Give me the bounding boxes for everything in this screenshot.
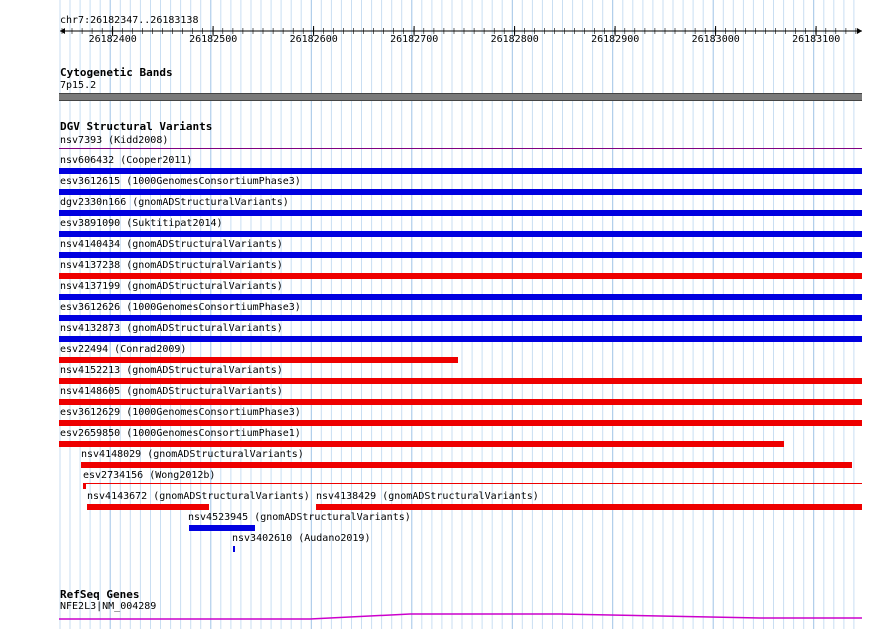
variant-extent-line [83, 483, 862, 484]
variant-label[interactable]: nsv4148029 (gnomADStructuralVariants) [81, 449, 304, 460]
variant-label[interactable]: esv2659850 (1000GenomesConsortiumPhase1) [60, 428, 301, 439]
variant-bar[interactable] [59, 148, 862, 149]
variant-label[interactable]: nsv4523945 (gnomADStructuralVariants) [188, 512, 411, 523]
dgv-track-title: DGV Structural Variants [60, 120, 213, 133]
variant-bar[interactable] [59, 441, 784, 447]
ruler-arrow [60, 28, 65, 34]
variant-bar[interactable] [59, 189, 862, 195]
ruler-tick-label: 26183100 [792, 34, 841, 45]
variant-label[interactable]: esv3612615 (1000GenomesConsortiumPhase3) [60, 176, 301, 187]
variant-label[interactable]: dgv2330n166 (gnomADStructuralVariants) [60, 197, 289, 208]
ruler-tick-label: 26182500 [189, 34, 238, 45]
location-label: chr7:26182347..26183138 [60, 15, 199, 26]
variant-label[interactable]: nsv4132873 (gnomADStructuralVariants) [60, 323, 283, 334]
variant-label[interactable]: nsv606432 (Cooper2011) [60, 155, 193, 166]
variant-bar[interactable] [59, 420, 862, 426]
variant-label[interactable]: esv3612629 (1000GenomesConsortiumPhase3) [60, 407, 301, 418]
refseq-gene-feature[interactable] [0, 610, 890, 624]
variant-bar[interactable] [59, 378, 862, 384]
variant-label[interactable]: nsv4148605 (gnomADStructuralVariants) [60, 386, 283, 397]
variant-label[interactable]: nsv4137238 (gnomADStructuralVariants) [60, 260, 283, 271]
cytoband-track-title: Cytogenetic Bands [60, 66, 173, 79]
variant-bar[interactable] [59, 315, 862, 321]
variant-label[interactable]: nsv4138429 (gnomADStructuralVariants) [316, 491, 539, 502]
variant-label[interactable]: nsv4143672 (gnomADStructuralVariants) [87, 491, 310, 502]
variant-label[interactable]: esv2734156 (Wong2012b) [83, 470, 216, 481]
variant-bar[interactable] [83, 483, 86, 489]
refseq-track-title: RefSeq Genes [60, 588, 140, 601]
variant-bar[interactable] [316, 504, 862, 510]
variant-bar[interactable] [59, 294, 862, 300]
variant-bar[interactable] [59, 357, 458, 363]
variant-bar[interactable] [87, 504, 209, 510]
ruler-tick-label: 26182400 [88, 34, 137, 45]
ruler-tick-label: 26182600 [289, 34, 338, 45]
variant-label[interactable]: esv22494 (Conrad2009) [60, 344, 187, 355]
coordinate-ruler[interactable] [0, 0, 890, 60]
variant-label[interactable]: nsv3402610 (Audano2019) [232, 533, 371, 544]
variant-bar[interactable] [81, 462, 852, 468]
variant-bar[interactable] [59, 336, 862, 342]
variant-bar[interactable] [59, 210, 862, 216]
ruler-tick-label: 26182800 [490, 34, 539, 45]
ruler-tick-label: 26182700 [390, 34, 439, 45]
variant-bar[interactable] [59, 168, 862, 174]
cytoband-bar[interactable] [59, 93, 862, 101]
variant-bar[interactable] [233, 546, 235, 552]
variant-label[interactable]: nsv4140434 (gnomADStructuralVariants) [60, 239, 283, 250]
variant-label[interactable]: nsv7393 (Kidd2008) [60, 135, 169, 146]
ruler-tick-label: 26182900 [591, 34, 640, 45]
variant-label[interactable]: nsv4152213 (gnomADStructuralVariants) [60, 365, 283, 376]
variant-bar[interactable] [59, 399, 862, 405]
ruler-tick-label: 26183000 [691, 34, 740, 45]
variant-bar[interactable] [59, 273, 862, 279]
variant-label[interactable]: esv3891090 (Suktitipat2014) [60, 218, 223, 229]
variant-bar[interactable] [59, 252, 862, 258]
ruler-arrow [857, 28, 862, 34]
variant-bar[interactable] [59, 231, 862, 237]
variant-label[interactable]: nsv4137199 (gnomADStructuralVariants) [60, 281, 283, 292]
variant-label[interactable]: esv3612626 (1000GenomesConsortiumPhase3) [60, 302, 301, 313]
cytoband-label: 7p15.2 [60, 80, 97, 91]
refseq-gene-label[interactable]: NFE2L3|NM_004289 [60, 601, 157, 612]
variant-bar[interactable] [189, 525, 255, 531]
